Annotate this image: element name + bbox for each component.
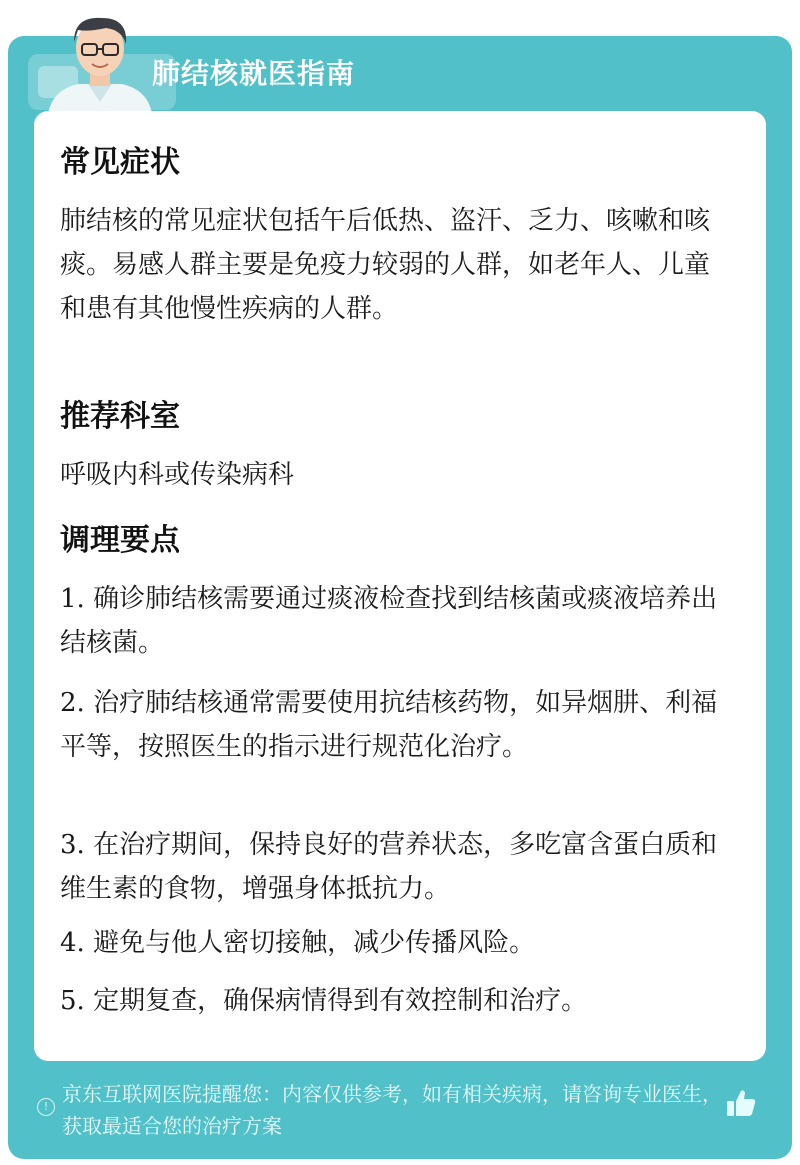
care-item-5 [60,979,730,1023]
item-number: 4. [60,928,85,958]
item-text: 避免与他人密切接触，减少传播风险。 [93,928,536,958]
page-title: 肺结核就医指南 [152,57,356,90]
department-text: 呼吸内科或传染病科 [60,460,295,490]
footer-notice: 京东互联网医院提醒您：内容仅供参考，如有相关疾病，请咨询专业医生，获取最适合您的治疗方案 [62,1082,722,1138]
item-text: 在治疗期间，保持良好的营养状态，多吃富含蛋白质和维生素的食物，增强身体抵抗力。 [60,830,718,904]
department-heading: 推荐科室 [60,399,180,434]
item-text: 治疗肺结核通常需要使用抗结核药物，如异烟肼、利福平等，按照医生的指示进行规范化治疗。 [60,688,718,762]
care-heading: 调理要点 [60,523,180,558]
care-item-1 [60,577,730,665]
symptoms-text: 肺结核的常见症状包括午后低热、盗汗、乏力、咳嗽和咳痰。易感人群主要是免疫力较弱的人群，如老年人、儿童和患有其他慢性疾病的人群。 [60,206,711,324]
item-text: 定期复查，确保病情得到有效控制和治疗。 [93,986,588,1016]
info-icon: ! [37,1098,55,1116]
doctor-avatar-icon [44,6,156,114]
item-text: 确诊肺结核需要通过痰液检查找到结核菌或痰液培养出结核菌。 [60,584,718,658]
thumbs-up-icon[interactable] [724,1086,758,1120]
care-item-4 [60,921,730,965]
item-number: 5. [60,986,85,1016]
item-number: 2. [60,688,85,718]
care-item-2 [60,681,730,769]
care-item-3 [60,823,730,911]
item-number: 1. [60,584,85,614]
symptoms-heading: 常见症状 [60,145,180,180]
item-number: 3. [60,830,85,860]
content-card [34,111,766,1061]
